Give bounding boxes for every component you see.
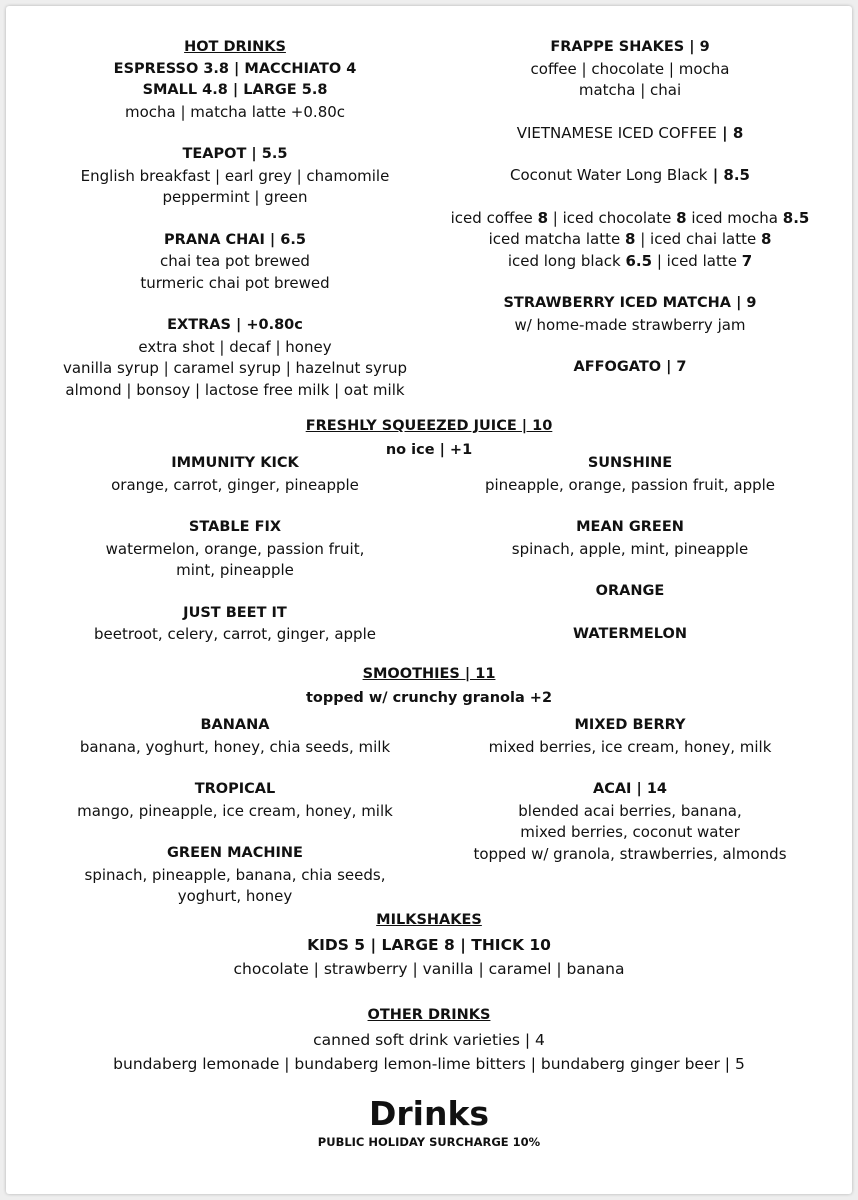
other-drinks-line-1: canned soft drink varieties | 4 bbox=[313, 1030, 545, 1049]
smoothies-subtitle: topped w/ crunchy granola +2 bbox=[305, 689, 553, 706]
iced-row-2 bbox=[440, 229, 820, 251]
frappe-line-1: coffee | chocolate | mocha bbox=[530, 59, 730, 78]
extras-heading: EXTRAS | +0.80c bbox=[167, 317, 303, 333]
iced-coffee-label: iced coffee bbox=[450, 208, 538, 227]
iced-latte-label: | iced latte bbox=[652, 251, 742, 270]
coconut-name: Coconut Water Long Black bbox=[510, 166, 708, 184]
smoothie-desc: topped w/ granola, strawberries, almonds bbox=[473, 844, 787, 863]
juice-name: IMMUNITY KICK bbox=[171, 455, 299, 471]
iced-chai-price: 8 bbox=[760, 230, 772, 248]
smoothies-heading: SMOOTHIES | 11 bbox=[362, 666, 496, 682]
juice-name: WATERMELON bbox=[573, 625, 687, 642]
teapot-line-2: peppermint | green bbox=[162, 188, 308, 206]
juice-subtitle: no ice | +1 bbox=[385, 441, 473, 458]
iced-mocha-price: 8.5 bbox=[782, 208, 810, 227]
iced-long-black-label: iced long black bbox=[507, 251, 626, 270]
footer bbox=[0, 1094, 858, 1150]
iced-matcha-label: iced matcha latte bbox=[488, 230, 626, 248]
hot-drinks-heading: HOT DRINKS bbox=[184, 39, 286, 55]
vietnamese-iced-coffee bbox=[440, 123, 820, 145]
iced-matcha-price: 8 bbox=[625, 230, 636, 248]
extras-line-1: extra shot | decaf | honey bbox=[138, 337, 332, 356]
smoothies-right-column bbox=[440, 715, 820, 865]
iced-row-1 bbox=[440, 208, 820, 230]
juice-name: STABLE FIX bbox=[188, 519, 282, 535]
coconut-price: | 8.5 bbox=[707, 166, 750, 184]
other-drinks-section bbox=[0, 1005, 858, 1076]
frappe-line-2: matcha | chai bbox=[578, 81, 682, 99]
juice-desc: pineapple, orange, passion fruit, apple bbox=[484, 475, 776, 494]
strawberry-matcha-heading: STRAWBERRY ICED MATCHA | 9 bbox=[503, 295, 757, 311]
smoothie-desc: banana, yoghurt, honey, chia seeds, milk bbox=[79, 737, 391, 756]
juice-name: JUST BEET IT bbox=[183, 604, 287, 621]
milkshakes-heading: MILKSHAKES bbox=[376, 912, 482, 928]
extras-line-3: almond | bonsoy | lactose free milk | oat milk bbox=[65, 380, 405, 399]
hot-drinks-line-2: SMALL 4.8 | LARGE 5.8 bbox=[142, 82, 328, 98]
milkshakes-sizes: KIDS 5 | LARGE 8 | THICK 10 bbox=[307, 935, 551, 954]
milkshakes-flavours: chocolate | strawberry | vanilla | caramel | banana bbox=[233, 959, 625, 978]
iced-chocolate-label: | iced chocolate bbox=[548, 208, 677, 227]
hot-drinks-line-1: ESPRESSO 3.8 | MACCHIATO 4 bbox=[113, 60, 357, 77]
iced-latte-price: 7 bbox=[741, 251, 753, 270]
juice-desc: beetroot, celery, carrot, ginger, apple bbox=[94, 625, 376, 643]
iced-coffee-price: 8 bbox=[537, 208, 548, 227]
smoothie-desc: mango, pineapple, ice cream, honey, milk bbox=[77, 801, 393, 820]
frappe-heading: FRAPPE SHAKES | 9 bbox=[550, 39, 710, 55]
strawberry-matcha-line-1: w/ home-made strawberry jam bbox=[514, 315, 746, 334]
surcharge-note: PUBLIC HOLIDAY SURCHARGE 10% bbox=[317, 1135, 541, 1149]
smoothie-desc: mixed berries, coconut water bbox=[520, 823, 740, 841]
smoothie-name: ACAI | 14 bbox=[592, 781, 668, 797]
juice-name: SUNSHINE bbox=[587, 455, 673, 471]
hot-drinks-line-3: mocha | matcha latte +0.80c bbox=[124, 102, 346, 121]
prana-chai-heading: PRANA CHAI | 6.5 bbox=[164, 231, 306, 248]
cold-drinks-column bbox=[440, 37, 820, 379]
milkshakes-section bbox=[0, 910, 858, 981]
iced-long-black-price: 6.5 bbox=[625, 251, 653, 270]
prana-chai-line-1: chai tea pot brewed bbox=[160, 252, 310, 270]
hot-drinks-column bbox=[55, 37, 415, 401]
smoothie-name: BANANA bbox=[200, 717, 270, 733]
juice-desc: spinach, apple, mint, pineapple bbox=[511, 539, 749, 558]
menu-title: Drinks bbox=[368, 1094, 490, 1133]
other-drinks-heading: OTHER DRINKS bbox=[367, 1007, 491, 1023]
smoothies-left-column bbox=[55, 715, 415, 908]
smoothie-desc: spinach, pineapple, banana, chia seeds, bbox=[84, 865, 386, 884]
juice-heading: FRESHLY SQUEEZED JUICE | 10 bbox=[305, 418, 553, 434]
iced-chai-label: | iced chai latte bbox=[635, 230, 761, 248]
iced-row-3 bbox=[440, 251, 820, 273]
smoothies-header bbox=[0, 664, 858, 709]
juice-name: MEAN GREEN bbox=[576, 519, 684, 535]
prana-chai-line-2: turmeric chai pot brewed bbox=[140, 273, 330, 292]
smoothie-name: GREEN MACHINE bbox=[167, 845, 303, 861]
smoothie-desc: yoghurt, honey bbox=[177, 887, 293, 905]
teapot-line-1: English breakfast | earl grey | chamomile bbox=[80, 166, 390, 185]
smoothie-desc: blended acai berries, banana, bbox=[518, 801, 742, 820]
juice-name: ORANGE bbox=[595, 583, 665, 599]
juice-desc: watermelon, orange, passion fruit, bbox=[105, 539, 365, 558]
smoothie-name: MIXED BERRY bbox=[574, 717, 686, 733]
juice-right-column bbox=[440, 453, 820, 645]
vietnamese-price: | 8 bbox=[716, 123, 744, 142]
juice-desc: mint, pineapple bbox=[176, 561, 294, 579]
vietnamese-name: VIETNAMESE ICED COFFEE bbox=[516, 123, 717, 142]
smoothie-desc: mixed berries, ice cream, honey, milk bbox=[488, 737, 772, 756]
juice-left-column bbox=[55, 453, 415, 646]
extras-line-2: vanilla syrup | caramel syrup | hazelnut syrup bbox=[62, 359, 408, 377]
coconut-long-black bbox=[440, 165, 820, 187]
teapot-heading: TEAPOT | 5.5 bbox=[182, 146, 288, 162]
smoothie-name: TROPICAL bbox=[194, 781, 276, 797]
affogato-heading: AFFOGATO | 7 bbox=[573, 359, 687, 375]
iced-mocha-label: iced mocha bbox=[686, 208, 783, 227]
other-drinks-line-2: bundaberg lemonade | bundaberg lemon-lime bitters | bundaberg ginger beer | 5 bbox=[113, 1054, 745, 1073]
iced-chocolate-price: 8 bbox=[676, 208, 687, 227]
juice-desc: orange, carrot, ginger, pineapple bbox=[111, 475, 359, 494]
